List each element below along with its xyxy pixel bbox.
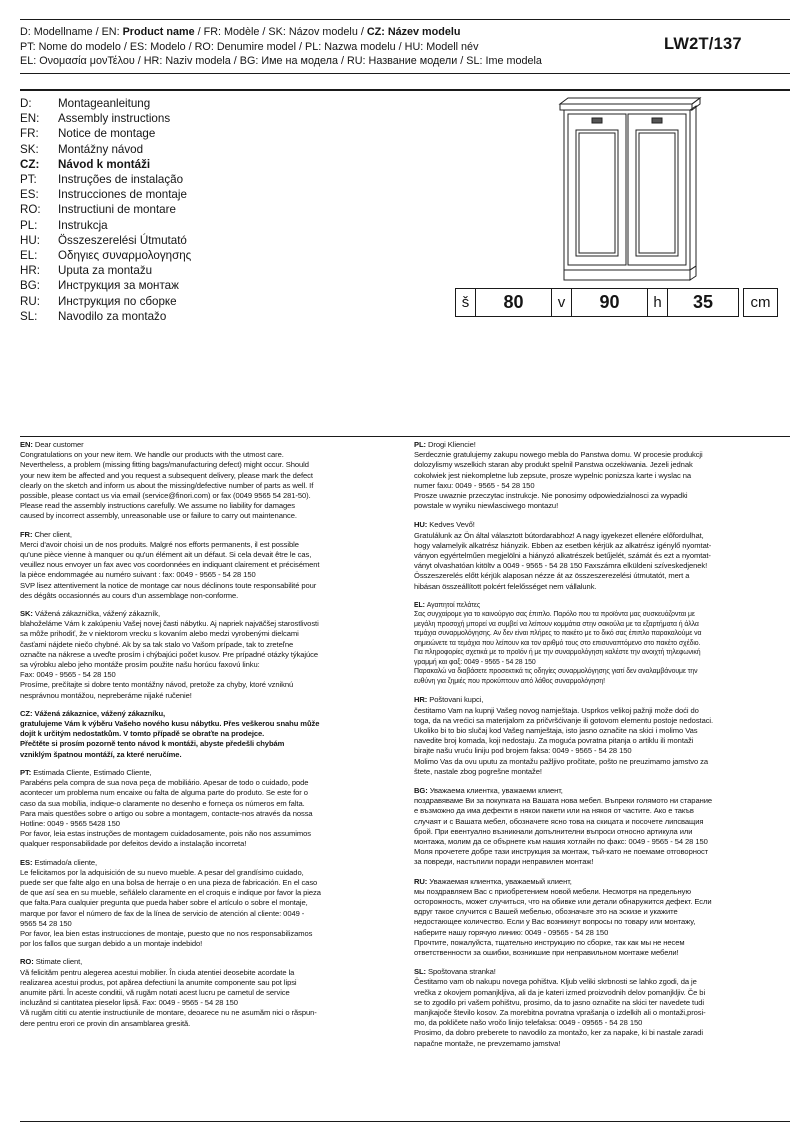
cabinet-illustration (554, 94, 704, 286)
bottom-rule (20, 1121, 790, 1122)
right-door-panel-inner (639, 133, 675, 253)
model-name-label-line: EL: Ονομασία μονΤέλου / HR: Naziv modela / BG: Име на модела / RU: Название модели / SL: Ime modela (20, 55, 542, 68)
notice-body: Parabéns pela compra de sua nova peça de mobiliário. Apesar de todo o cuidado, pode acontecer um problema num encaixe ou falta de alguma parte do produto. Se este for o caso da sua mobília, indique-o claramente no desenho e forneça os números em falta. Para mais questões sobre o artigo ou sobre a montagem, contacte-nos através da nossa Hotline: 0049 - 9565 5428 150 Por favor, leia estas instruções de montagem cuidadosamente, pois não nos assumimos qualquer responsabilidade por defeitos devido a instalação incorreta! (20, 778, 313, 849)
notice-sk (20, 609, 392, 701)
title-text: Montážny návod (58, 142, 144, 156)
model-name-label-text: / FR: Modèle / SK: Názov modelu / (194, 26, 367, 38)
title-row (20, 202, 191, 217)
dimensions-box (456, 288, 778, 317)
language-code: HR: (414, 695, 428, 705)
model-name-label-text: Product name (122, 26, 195, 38)
notice-heading (414, 601, 790, 611)
notice-heading (414, 786, 790, 796)
notice-body: Congratulations on your new item. We handle our products with the utmost care. Nevertheless, a problem (missing fitting bags/manufacturing defect) might occur. Should your new item be affected and you request a subsequent delivery, please mark the defect clearly on the sketch and inform us about the missing/defective number of parts as well. If possible, please contact us via email (service@finori.com) or fax (0049 9565 54 281-50). Please read the assembly instructions carefully. We assume no liability for damages caused by incorrect assembly, unreasonable use or failure to carry out maintenance. (20, 450, 314, 521)
notice-bg (414, 786, 790, 868)
width-value: 80 (475, 288, 552, 317)
notice-body: Serdecznie gratulujemy zakupu nowego mebla do Panstwa domu. W procesie produkcji dolozylismy wszelkich staran aby produkt spelnil Panstwa oczekiwania. Jezeli jednak cokolwiek jest niekompletne lub zepsute, prosze wypelnic ponizsza karte i wyslac na numer faxu: 0049 - 9565 - 54 28 150 Prosze uwaznie przeczytac instrukcje. Nie ponosimy odpowiedzialnosci za wypadki powstale w wyniku niewlasciwego montazu! (414, 450, 703, 511)
title-row (20, 309, 191, 324)
cabinet-plinth (564, 270, 690, 280)
title-row (20, 111, 191, 126)
salutation: Stimate client, (35, 957, 83, 967)
language-code: HR: (20, 264, 40, 278)
right-door (628, 114, 686, 265)
notice-body: Σας συγχαίρομε για το καινούργιο σας έπιπλο. Παρόλο που τα προϊόντα μας συσκευάζονται με μεγάλη προσοχή μπορεί να συμβεί να λείπουν κομμάτια στην σακούλα με τα εξαρτήματα ή άλλα τεμάχια συναρμολόγησης. Αν δεν είναι πλήρες το πακέτο με το δικό σας έπιπλο παρακαλούμε να σημειώνετε τα τεμάχια που λείπουν και τον αριθμό τους στο επισυναπτόμενο στο πακέτο σχέδιο. Για πληροφορίες σχετικά με το προϊόν ή με την συναρμολόγηση καλέστε την ανοιχτή τηλεφωνική γραμμή και φαξ: 0049 - 9565 - 54 28 150 Παρακαλώ να διαβάσετε προσεκτικά τις οδηγίες συναρμολόγησης γιατί δεν αναλαμβάνουμε την ευθύνη για ζημιές που προκύπτουν από λάθος συναρμολόγηση! (414, 611, 702, 685)
title-text: Instruções de instalação (58, 173, 184, 187)
language-code: D: (20, 97, 32, 110)
title-text: Instructiuni de montare (58, 203, 176, 217)
notice-fr (20, 530, 392, 601)
title-row (20, 263, 191, 278)
left-door-panel (576, 130, 618, 256)
language-code: CZ: (20, 157, 40, 171)
language-code: PL: (20, 218, 38, 232)
title-row (20, 187, 191, 202)
cabinet-top-front (560, 104, 692, 110)
salutation: Poštovani kupci, (429, 695, 484, 705)
cabinet-body (564, 110, 690, 270)
left-door-handle (592, 118, 602, 123)
language-code: PL: (414, 440, 426, 449)
language-code: SL: (414, 967, 426, 977)
title-row (20, 294, 191, 309)
title-text: Инструкция по сборке (58, 294, 177, 308)
notice-heading (20, 768, 392, 778)
notice-body: čestitamo Vam na kupnji Vašeg novog namještaja. Usprkos velikoj pažnji može doći do toga, da na vrećici sa materijalom za pričvršćivanje ili gotovom elementu postoje nedostaci. Ukoliko bi to bio slučaj kod Vašeg namještaja, isto jasno označite na skici i molimo Vas navedite broj komada, koji nedostaju. Za moguća povratna pitanja o artiklu ili montaži birajte našu vruću liniju pod brojem faksa: 0049 - 9565 - 54 28 150 Molimo Vas da ovu uputu za montažu pažljivo pročitate, pošto ne preuzimamo jamstvo za štete, nastale zbog pogrešne montaže! (414, 705, 714, 776)
title-row (20, 96, 191, 111)
language-code: BG: (20, 279, 40, 293)
right-door-handle (652, 118, 662, 123)
salutation: Уважаема клиентка, уважаеми клиент, (429, 785, 563, 795)
title-row (20, 233, 191, 248)
title-row (20, 248, 191, 263)
language-code: PT: (20, 767, 32, 777)
notice-body: поздравяваме Ви за покупката на Вашата нова мебел. Въпреки голямото ни старание е възможно да има дефекти в някои пакети или на някоя от частите. Ако е такъв случаят и с Вашата мебел, обозначете ясно това на скицата и посочете липсващия брой. При евентуално възникнали допълнителни въпроси относно артикула или монтажа, молим да се обърнете към нашия хотлайн по факс: 0049 - 9565 - 54 28 150 Моля прочетете добре тази инструкция за монтаж, тъй-като не поемаме отговорност за повреди, настъпили поради неправилен монтаж! (414, 796, 713, 867)
language-code: RU: (414, 876, 428, 886)
notice-ru (414, 877, 790, 959)
notice-heading (20, 957, 392, 967)
language-code: RU: (20, 294, 40, 308)
notice-heading (414, 520, 790, 530)
unit-label: cm (743, 288, 778, 317)
title-text: Instrukcja (58, 218, 108, 232)
language-code: EN: (20, 440, 33, 449)
language-code: SK: (20, 142, 39, 156)
title-row (20, 142, 191, 157)
language-code: SK: (20, 609, 33, 619)
salutation: Estimada Cliente, Estimado Cliente, (33, 767, 152, 777)
title-text: Инструкция за монтаж (58, 279, 179, 293)
title-text: Οδηγιες συναρμολογησης (58, 249, 192, 263)
notice-heading (414, 877, 790, 887)
notice-pt (20, 768, 392, 850)
salutation: Αγαπητοί πελάτες (426, 601, 481, 609)
language-code: FR: (20, 127, 39, 141)
title-text: Montageanleitung (58, 97, 151, 110)
language-code: CZ: (20, 708, 33, 718)
section-rule (20, 436, 790, 437)
model-name-labels (20, 25, 650, 69)
notice-body: мы поздравляем Вас с приобретением новой мебели. Несмотря на предельную осторожность, может случиться, что на обивке или детали обнаружится дефект. Если вдруг такое случится с Вашей мебелью, обозначьте это на эскизе и укажите недостающее количество. Если у Вас возникнут вопросы по товару или монтажу, наберите нашу горячую линию: 0049 - 09565 - 54 28 150 Прочтите, пожалуйста, тщательно инструкцию по сборке, так как мы не несем ответственности за ошибки, возникшие при неправильном монтаже мебели! (414, 886, 712, 958)
notice-heading (20, 440, 392, 450)
notice-heading (414, 695, 790, 705)
notices-left-column (20, 440, 392, 1118)
left-door-panel-inner (579, 133, 615, 253)
language-code: EL: (414, 601, 425, 609)
cabinet-top-surface (560, 98, 700, 104)
salutation: Cher client, (34, 529, 72, 539)
language-code: ES: (20, 857, 33, 867)
title-row (20, 157, 191, 172)
cabinet-plinth-side (690, 266, 696, 280)
salutation: Vážená zákaznička, vážený zákazník, (34, 609, 160, 619)
model-name-label-text: CZ: Název modelu (366, 26, 461, 38)
language-code: EN: (20, 112, 40, 126)
title-text: Návod k montáži (58, 157, 151, 171)
notice-body: Merci d'avoir choisi un de nos produits. Malgré nos efforts permanents, il est possible qu'une pièce vienne à manquer ou qu'un élément ait un défaut. Si cela devait être le cas, veuillez nous envoyer un fax avec vos coordonnées en indiquant clairement et précisément la pièce endommagée au numéro suivant : fax: 0049 - 9565 - 54 28 150 SVP lisez attentivement la notice de montage car nous déclinons toute responsabilité pour des dégâts occasionnés au cours d'un assemblage non-conforme. (20, 539, 320, 600)
salutation: Spoštovana stranka! (428, 967, 496, 977)
notice-heading (20, 609, 392, 619)
language-code: ES: (20, 188, 39, 202)
notice-heading (20, 709, 392, 719)
language-code: SL: (20, 309, 38, 323)
notice-sl (414, 967, 790, 1049)
title-text: Notice de montage (58, 127, 156, 141)
model-name-label-line (20, 25, 650, 40)
language-code: HU: (414, 520, 428, 530)
depth-label: h (647, 288, 668, 317)
header-rule (20, 73, 790, 74)
height-label: v (551, 288, 572, 317)
language-code: PT: (20, 173, 37, 187)
title-text: Uputa za montažu (58, 264, 153, 278)
notice-body: Vă felicităm pentru alegerea acestui mobilier. În ciuda atentiei deosebite acordate la realizarea acestui produs, pot apărea defectiuni la anumite componente sau pot lipsi anumite părti. În aceste conditii, vă rugăm notati acest lucru pe carnetul de service incluzând si cantitatea pieselor lipsă. Fax: 0049 - 9565 - 54 28 150 Vă rugăm cititi cu atentie instructiunile de montare, deoarece nu ne asumăm nici o răspun- dere pentru erori ce provin din ansamblarea gresită. (20, 967, 317, 1028)
title-text: Instrucciones de montaje (58, 188, 187, 202)
title-text: Assembly instructions (58, 112, 171, 126)
salutation: Уважаемая клиентка, уважаемый клиент, (429, 876, 572, 886)
title-row (20, 218, 191, 233)
notice-pl (414, 440, 790, 511)
notice-ro (20, 957, 392, 1028)
salutation: Vážená zákaznice, vážený zákazníku, (34, 708, 166, 718)
notices-right-column (414, 440, 790, 1118)
notice-el (414, 601, 790, 687)
title-text: Navodilo za montažo (58, 309, 167, 323)
language-code: EL: (20, 249, 38, 263)
title-row (20, 278, 191, 293)
notice-hu (414, 520, 790, 591)
notice-heading (414, 440, 790, 450)
notice-body: Gratulálunk az Ön által választott bútordarabhoz! A nagy igyekezet ellenére előfordulhat, hogy valamelyik alkatrész hiányzik. Ebben az esetben kérjük az alkatrész igénylő nyomtat- ványon egyértelműen megjelölni a hiányzó alkatrészek betűjelét, számát és ezt a nyomtat- ványt olvashatóan kitöltv a 0049 - 9565 - 54 28 150 Faxszámra elküldeni szíveskedjenek! Összeszerelés előtt kérjük alaposan nézze át az összeszerezelési útmutatót, mert a hibásan összeállított polcért felelősséget nem vállalunk. (414, 530, 712, 591)
notice-cz (20, 709, 392, 760)
height-value: 90 (571, 288, 648, 317)
language-code: BG: (414, 785, 428, 795)
model-name-label-text: D: Modellname / EN: (20, 26, 123, 38)
depth-value: 35 (667, 288, 739, 317)
language-code: HU: (20, 233, 40, 247)
notice-body: Čestitamo vam ob nakupu novega pohištva. Kljub veliki skrbnosti se lahko zgodi, da je vrečka z okovjem pomanjkljiva, ali da je kateri izmed proizvodnih delov pomanjkljiv. Če bi se to zgodilo pri vašem pohištvu, prosimo, da to jasno označite na skici ter navedete tudi manjkajoče število kosov. Za morebitna povratna vprašanja o izdelkih ali o montaži,prosi- mo, da pokličete našo vročo linijo telefaksa: 0049 - 09565 - 54 28 150 Prosimo, da dobro preberete to navodilo za montažo, ker za napake, ki bi nastale zaradi napačne montaže, ne prevzemamo jamstva! (414, 977, 706, 1048)
cabinet-side (690, 106, 696, 270)
width-label: š (455, 288, 476, 317)
title-row (20, 172, 191, 187)
model-code: LW2T/137 (664, 35, 742, 53)
title-text: Összeszerelési Útmutató (58, 233, 187, 247)
right-door-panel (636, 130, 678, 256)
assembly-instructions-titles (20, 96, 191, 324)
notice-es (20, 858, 392, 950)
top-rule (20, 19, 790, 20)
salutation: Estimado/a cliente, (34, 857, 98, 867)
language-code: RO: (20, 957, 34, 967)
salutation: Kedves Vevő! (429, 520, 475, 530)
title-row (20, 126, 191, 141)
notice-heading (414, 967, 790, 977)
notice-heading (20, 530, 392, 540)
notice-heading (20, 858, 392, 868)
left-door (568, 114, 626, 265)
language-code: FR: (20, 529, 33, 539)
language-code: RO: (20, 203, 41, 217)
notice-body: blahoželáme Vám k zakúpeniu Vašej novej časti nábytku. Aj napriek najväčšej starostlivosti sa môže prihodiť, že v niektorom vrecku s kovaním alebo medzi vyrobenými dielcami časťami nájdete niečo chybné. Ak by sa tak stalo vo Vašom prípade, tak to zreteľne označte na nákrese a uveďte prosím i chýbajúci počet kusov. Pre prípadné otázky týkajúce sa výrobku alebo jeho montáže prosím použite našu horúcu faxovú linku: Fax: 0049 - 9565 - 54 28 150 Prosíme, prečítajte si dobre tento montážny návod, pretože za chyby, ktoré vzniknú nesprávnou montážou, nepreberáme nijaké ručenie! (20, 619, 319, 700)
salutation: Dear customer (34, 440, 84, 449)
salutation: Drogi Kliencie! (428, 440, 476, 449)
model-name-label-line: PT: Nome do modelo / ES: Modelo / RO: Denumire model / PL: Nazwa modelu / HU: Modell név (20, 40, 479, 53)
notice-hr (414, 695, 790, 777)
notice-en (20, 440, 392, 522)
header-rule-thick (20, 89, 790, 91)
notice-body: Le felicitamos por la adquisición de su nuevo mueble. A pesar del grandísimo cuidado, puede ser que falte algo en una bolsa de herraje o en una pieza de fabricación. En el caso de que así sea en su mueble, señálelo claramente en el croquis e indique por favor la pieza que falta.Para cualquier pregunta que pueda haber sobre el artículo o sobre el montaje, marque por favor el número de fax de la línea de servicio de atención al cliente: 0049 - 9565 54 28 150 Por favor, lea bien estas instrucciones de montaje, puesto que no nos responsabilizamos por los fallos que surgan debido a un montaje indebido! (20, 867, 321, 949)
notice-body: gratulujeme Vám k výběru Vašeho nového kusu nábytku. Přes veškerou snahu může dojít k určitým nedostatkům. V tomto případě se obraťte na prodejce. Přečtěte si prosím pozorně tento návod k montáži, abyste předešli chybám vzniklým špatnou montáží, za které neručíme. (20, 719, 320, 759)
